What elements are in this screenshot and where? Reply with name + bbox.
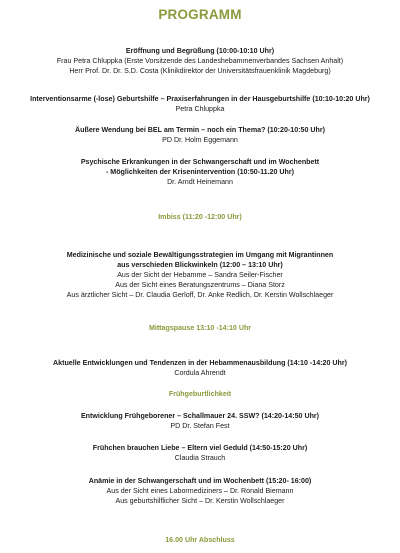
session-speaker: Aus geburtshilflicher Sicht – Dr. Kerstin Wollschlaeger [115, 497, 285, 505]
session-heading: Psychische Erkrankungen in der Schwangerschaft und im Wochenbett [80, 158, 320, 166]
session-heading: Eröffnung und Begrüßung (10:00-10:10 Uhr) [125, 47, 275, 55]
session-heading: Interventionsarme (-lose) Geburtshilfe – Praxiserfahrungen in der Hausgeburtshilfe (10:10-10:20 Uhr) [30, 95, 370, 103]
session-speaker: Aus der Sicht eines Beratungszentrums – Diana Storz [115, 281, 285, 289]
session-speaker: PD Dr. Stefan Fest [170, 422, 230, 430]
session-heading: Äußere Wendung bei BEL am Termin – noch ein Thema? (10:20-10:50 Uhr) [75, 126, 325, 134]
session-speaker: Aus der Sicht der Hebamme – Sandra Seiler-Fischer [117, 271, 283, 279]
session-speaker: Claudia Strauch [174, 454, 226, 462]
session-speaker: Cordula Ahrendt [174, 369, 226, 377]
session-hausgeburtshilfe [0, 94, 400, 114]
section-label: Frühgeburtlichkeit [168, 390, 232, 398]
session-speaker: Aus der Sicht eines Labormediziners – Dr. Ronald Biemann [106, 487, 294, 495]
session-speaker: Herr Prof. Dr. Dr. S.D. Costa (Klinikdirektor der Universitätsfrauenklinik Magdeburg) [69, 67, 331, 75]
closing-label: 16.00 Uhr Abschluss [165, 536, 235, 544]
session-fruehchen [0, 443, 400, 463]
break-mittagspause [0, 323, 400, 333]
break-label: Imbiss (11:20 -12:00 Uhr) [158, 213, 242, 221]
session-speaker: PD Dr. Holm Eggemann [162, 136, 238, 144]
session-heading: Entwicklung Frühgeborener – Schallmauer 24. SSW? (14:20-14:50 Uhr) [80, 412, 320, 420]
session-anaemie [0, 476, 400, 506]
break-imbiss [0, 212, 400, 222]
session-heading: Aktuelle Entwicklungen und Tendenzen in der Hebammenausbildung (14:10 -14:20 Uhr) [53, 359, 347, 367]
session-speaker: Petra Chluppka [175, 105, 225, 113]
session-speaker: Frau Petra Chluppka (Erste Vorsitzende des Landeshebammenverbandes Sachsen Anhalt) [56, 57, 344, 65]
session-heading: Medizinische und soziale Bewältigungsstrategien im Umgang mit Migrantinnen [66, 251, 334, 259]
break-label: Mittagspause 13:10 -14:10 Uhr [148, 324, 252, 332]
session-migrantinnen [0, 250, 400, 300]
page-title: PROGRAMM [158, 7, 242, 22]
session-hebammenausbildung [0, 358, 400, 378]
session-heading: Anämie in der Schwangerschaft und im Wochenbett (15:20- 16:00) [88, 477, 312, 485]
session-heading: aus verschieden Blickwinkeln (12:00 – 13:10 Uhr) [117, 261, 283, 269]
session-speaker: Dr. Arndt Heinemann [167, 178, 233, 186]
session-fruehgeborene [0, 411, 400, 431]
section-fruehgeburtlichkeit [0, 389, 400, 399]
session-opening [0, 46, 400, 76]
session-psychische-erkrankungen [0, 157, 400, 187]
session-heading: Frühchen brauchen Liebe – Eltern viel Geduld (14:50-15:20 Uhr) [92, 444, 308, 452]
closing [0, 535, 400, 545]
session-speaker: Aus ärztlicher Sicht – Dr. Claudia Gerloff, Dr. Anke Redlich, Dr. Kerstin Wollschlaeger [66, 291, 334, 299]
session-aeussere-wendung [0, 125, 400, 145]
session-heading: - Möglichkeiten der Krisenintervention (10:50-11.20 Uhr) [105, 168, 295, 176]
